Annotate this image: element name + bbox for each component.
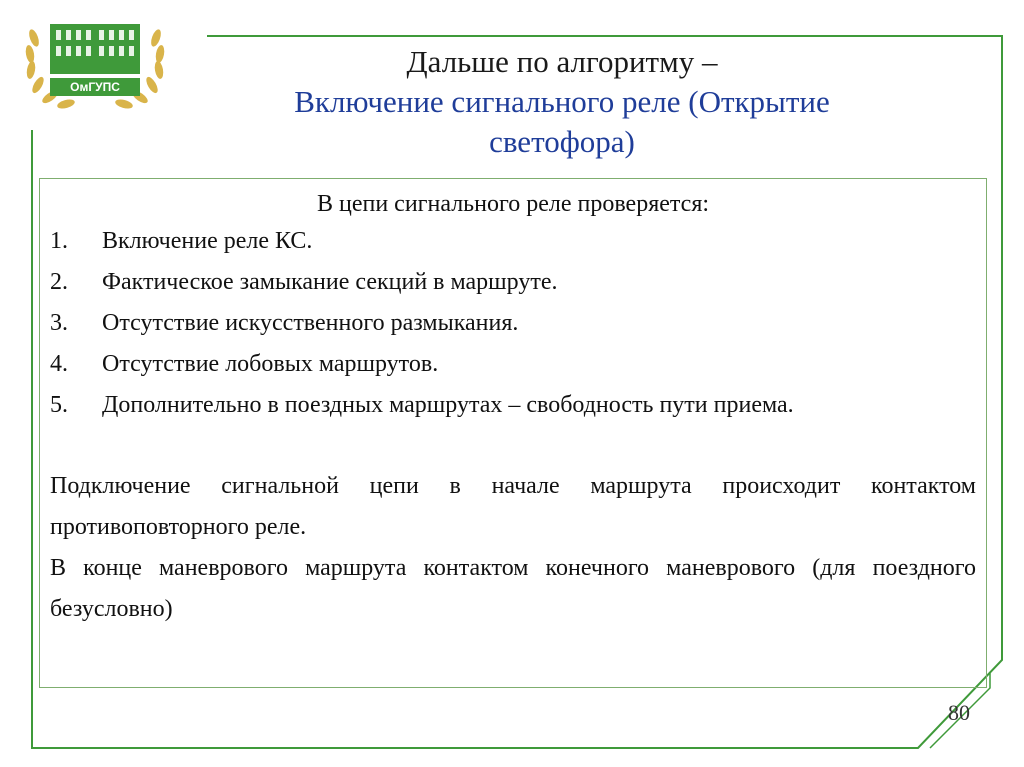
list-item: [50, 344, 976, 385]
university-logo: [20, 8, 170, 118]
list-text: Дополнительно в поездных маршрутах – свободность пути приема.: [102, 392, 794, 418]
list-number: 5.: [50, 392, 68, 418]
list-text: Фактическое замыкание секций в маршруте.: [102, 269, 558, 295]
list-item: [50, 303, 976, 344]
title-line-1: Дальше по алгоритму –: [406, 44, 718, 79]
list-number: 4.: [50, 351, 68, 377]
content-box: [39, 178, 987, 688]
list-text: Отсутствие искусственного размыкания.: [102, 310, 519, 336]
slide-title: [232, 42, 892, 162]
list-number: 1.: [50, 228, 68, 254]
list-item: [50, 385, 976, 426]
list-text: Включение реле КС.: [102, 228, 313, 254]
title-line-3: светофора): [489, 124, 635, 159]
paragraph-connection-start: Подключение сигнальной цепи в начале маршрута происходит контактом противоповторного реле.: [50, 473, 976, 540]
list-item: [50, 221, 976, 262]
paragraph-connection-end: В конце маневрового маршрута контактом конечного маневрового (для поездного безусловно): [50, 555, 976, 622]
title-line-2: Включение сигнального реле (Открытие: [294, 84, 830, 119]
list-item: [50, 262, 976, 303]
list-number: 2.: [50, 269, 68, 295]
page-number: 80: [948, 700, 970, 725]
logo-text: ОмГУПС: [70, 80, 120, 94]
list-text: Отсутствие лобовых маршрутов.: [102, 351, 439, 377]
content-subheading: В цепи сигнального реле проверяется:: [316, 191, 710, 217]
list-number: 3.: [50, 310, 68, 336]
check-list: [50, 221, 976, 426]
